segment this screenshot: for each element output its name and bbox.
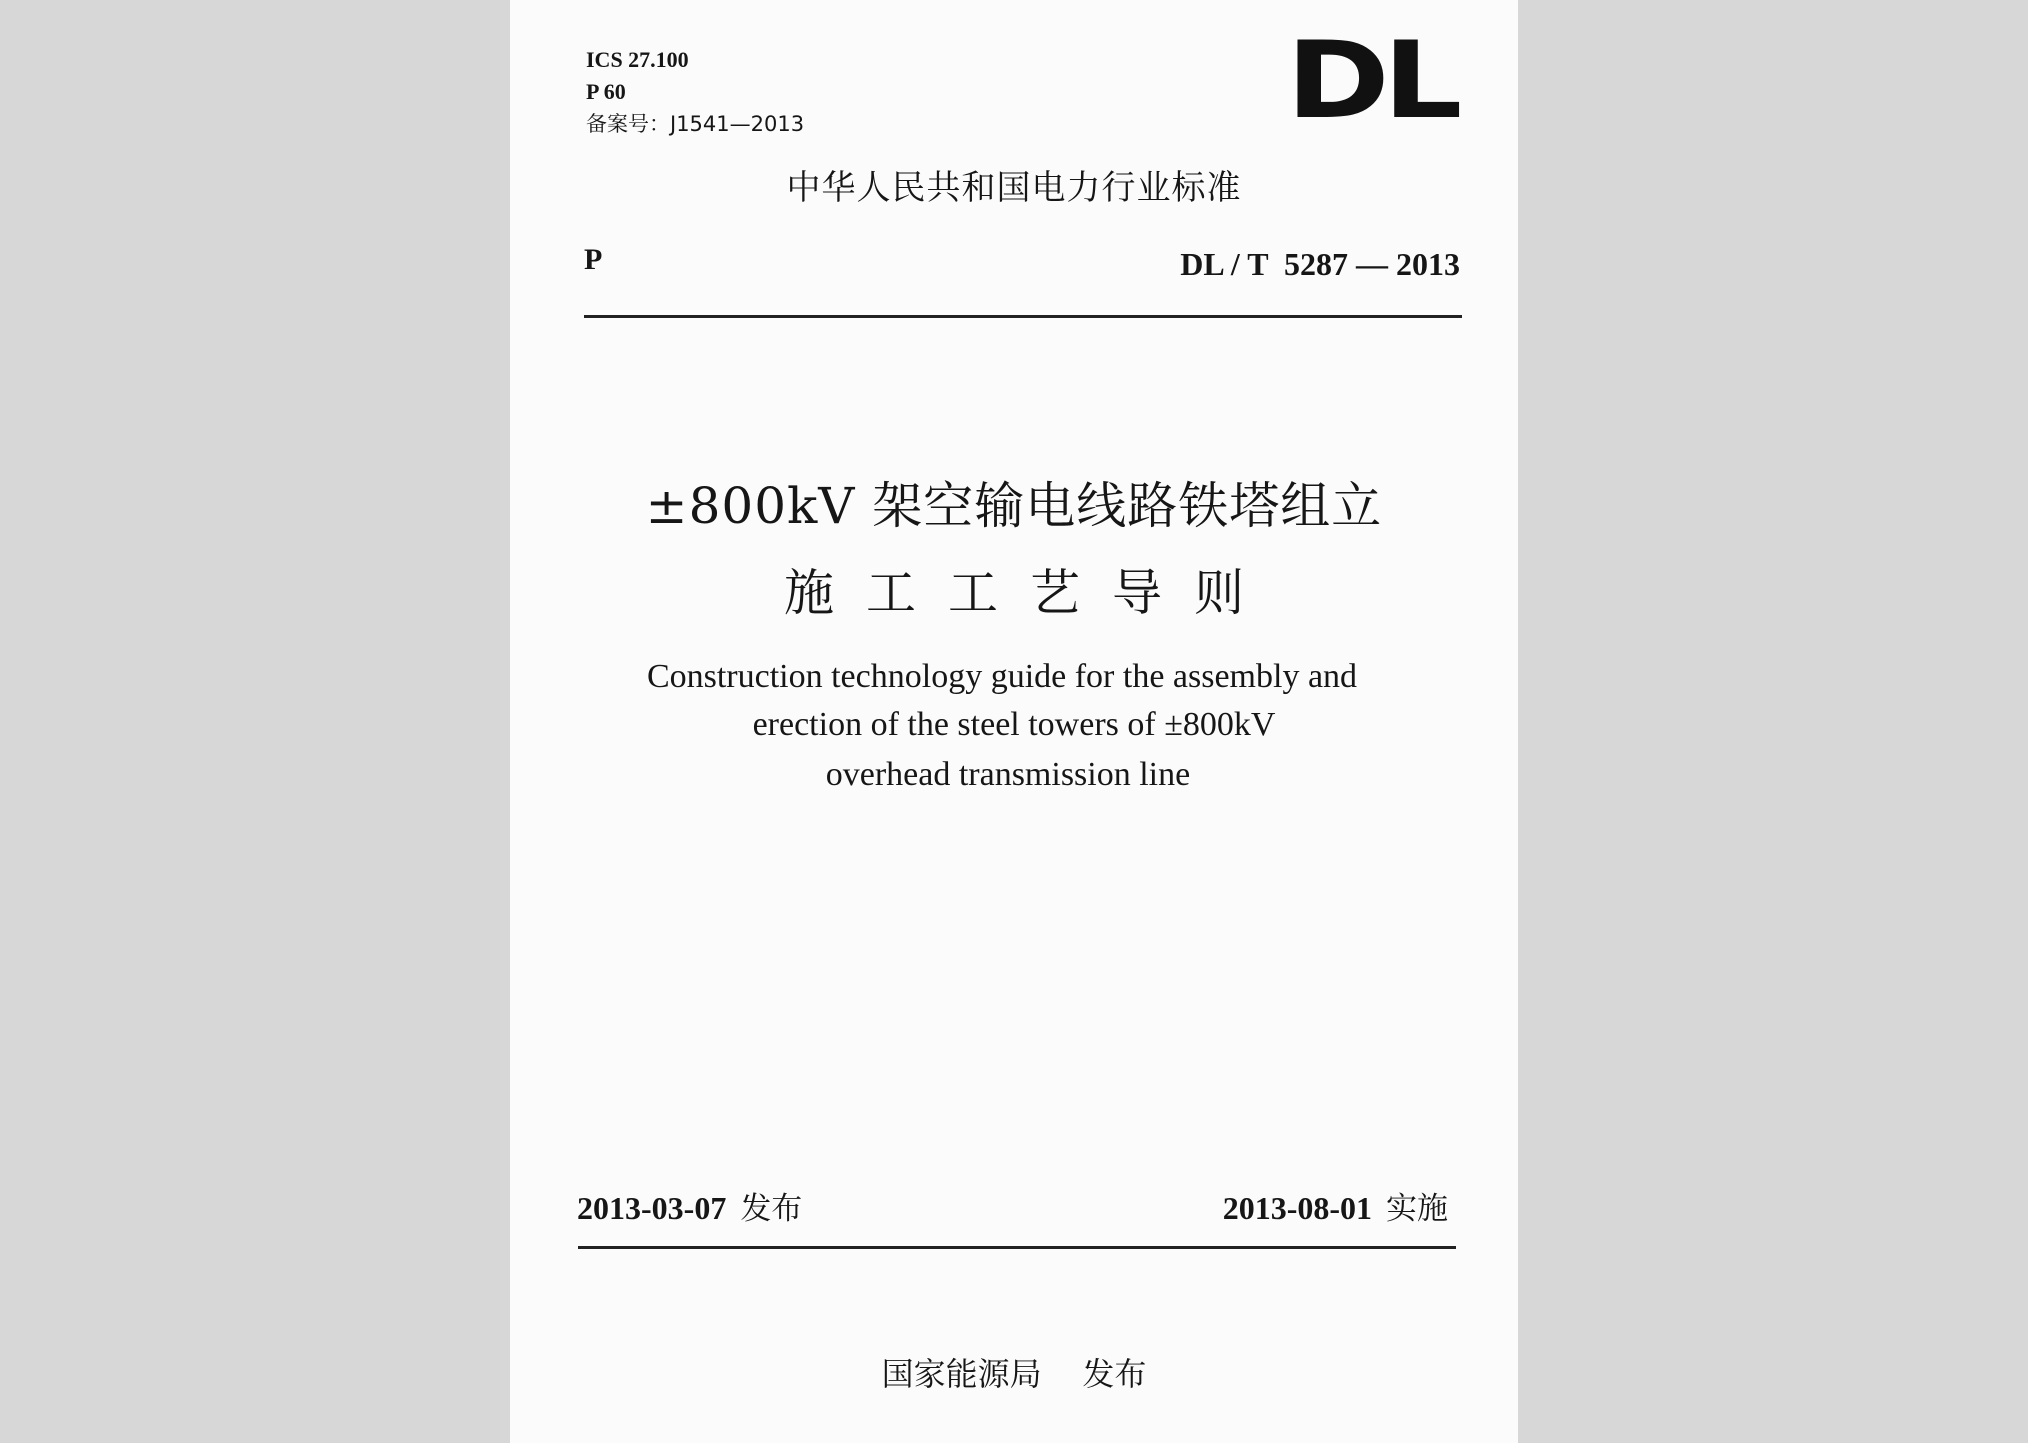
header-divider (584, 315, 1462, 318)
dl-logo: DL (1286, 19, 1456, 142)
standard-type-heading: 中华人民共和国电力行业标准 (786, 168, 1242, 208)
document-page (510, 0, 1518, 1443)
title-english-line-1: Construction technology guide for the assembly and (646, 658, 1358, 695)
class-code: P (584, 243, 603, 276)
issuer: 国家能源局 发布 (881, 1355, 1147, 1393)
implementation-label: 实施 (1386, 1191, 1448, 1227)
title-english-line-3: overhead transmission line (825, 756, 1191, 793)
implementation-date: 2013-08-01 (1222, 1190, 1372, 1226)
record-number: 备案号：J1541—2013 (586, 112, 805, 136)
title-english-line-2: erection of the steel towers of ±800kV (752, 706, 1276, 743)
issue-date: 2013-03-07 (577, 1190, 727, 1226)
implementation-date-block (1223, 1186, 1448, 1231)
issue-date-block (577, 1186, 802, 1231)
footer-divider (578, 1246, 1456, 1249)
standard-number: DL / T 5287 — 2013 (1180, 246, 1460, 282)
title-chinese-line-1: ±800kV 架空输电线路铁塔组立 (645, 477, 1383, 535)
ics-code: ICS 27.100 (586, 47, 689, 72)
title-chinese-line-2: 施工工艺导则 (784, 564, 1276, 622)
issue-label: 发布 (740, 1191, 803, 1227)
classification-code: P 60 (586, 79, 626, 104)
